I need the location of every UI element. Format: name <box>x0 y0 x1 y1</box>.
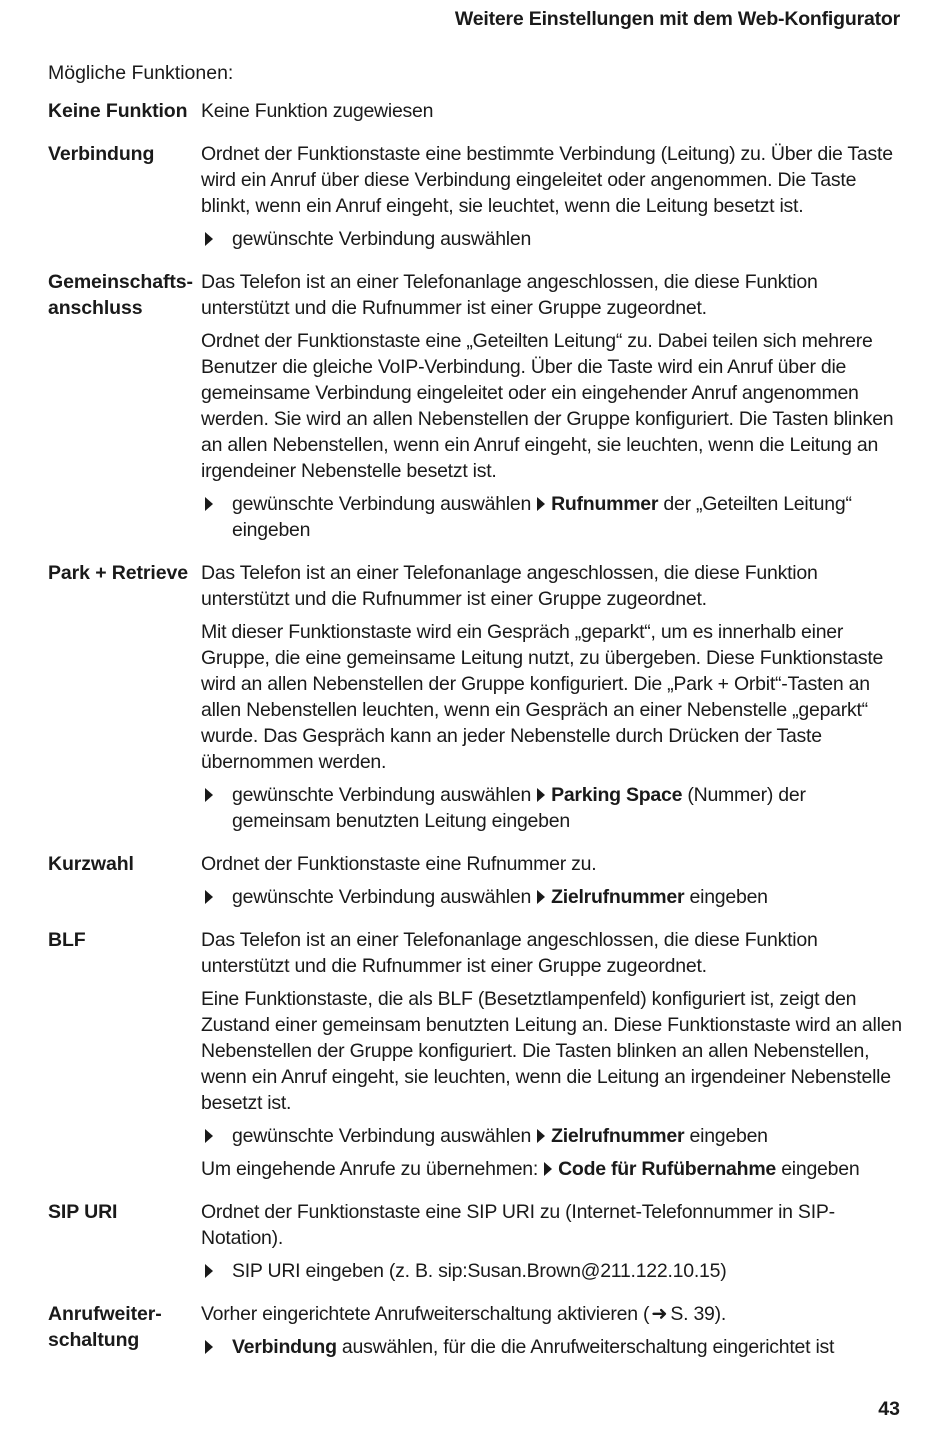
function-term: Verbindung <box>48 143 155 165</box>
page-reference-link[interactable]: S. 39 <box>670 1303 715 1325</box>
description-paragraph: Das Telefon ist an einer Telefonanlage angeschlossen, die diese Funktion unterstützt und die Rufnummer ist einer Gruppe zugeordnet. <box>201 271 818 319</box>
term-line: Gemeinschafts- <box>48 271 193 293</box>
term-line: Anrufweiter- <box>48 1303 162 1325</box>
description-paragraph: Das Telefon ist an einer Telefonanlage angeschlossen, die diese Funktion unterstützt und die Rufnummer ist einer Gruppe zugeordnet. <box>201 929 818 977</box>
step-arrow-icon <box>537 1129 545 1143</box>
step-text: gewünschte Verbindung auswählen <box>232 1125 532 1147</box>
function-table <box>48 96 906 1375</box>
term-line: schaltung <box>48 1329 140 1351</box>
description-paragraph: Eine Funktionstaste, die als BLF (Besetztlampenfeld) konfiguriert ist, zeigt den Zustand einer gemeinsam benutzten Leitung an. Diese Funktionstaste wird an allen Nebenstellen der Gruppe konfiguriert. Die Tasten blinken an allen Nebenstellen, wenn ein Anruf eingeht, sie leuchten, wenn die Leitung an irgendeiner Nebenstelle besetzt ist. <box>201 988 902 1114</box>
intro-text: Mögliche Funktionen: <box>48 62 234 84</box>
term-line: anschluss <box>48 297 143 319</box>
instruction-step <box>201 884 906 910</box>
pickup-instruction <box>201 1156 906 1182</box>
step-keyword: Code für Rufübernahme <box>558 1158 777 1180</box>
step-bullet-icon <box>205 232 213 246</box>
function-term: SIP URI <box>48 1201 118 1223</box>
running-header: Weitere Einstellungen mit dem Web-Konfigurator <box>454 8 900 30</box>
step-text: gewünschte Verbindung auswählen <box>232 493 532 515</box>
function-definition <box>201 1197 906 1291</box>
description-text: ). <box>714 1303 727 1325</box>
function-row <box>48 139 906 259</box>
step-keyword: Verbindung <box>232 1336 337 1358</box>
function-definition <box>201 96 906 131</box>
function-row <box>48 1197 906 1291</box>
step-text: gewünschte Verbindung auswählen <box>232 228 532 250</box>
function-definition <box>201 139 906 259</box>
instruction-step <box>201 782 906 834</box>
description-text: Vorher eingerichtete Anrufweiterschaltung aktivieren ( <box>201 1303 650 1325</box>
step-bullet-icon <box>205 788 213 802</box>
step-text: eingeben <box>689 1125 768 1147</box>
description-paragraph: Das Telefon ist an einer Telefonanlage angeschlossen, die diese Funktion unterstützt und die Rufnummer ist einer Gruppe zugeordnet. <box>201 562 818 610</box>
description-paragraph: Keine Funktion zugewiesen <box>201 100 434 122</box>
step-bullet-icon <box>205 497 213 511</box>
page-number: 43 <box>878 1398 900 1420</box>
function-term: BLF <box>48 929 86 951</box>
step-text: auswählen, für die die Anrufweiterschaltung eingerichtet ist <box>341 1336 835 1358</box>
function-term: Park + Retrieve <box>48 562 188 584</box>
step-bullet-icon <box>205 1264 213 1278</box>
description-paragraph: Ordnet der Funktionstaste eine SIP URI zu (Internet-Telefonnummer in SIP-Notation). <box>201 1201 835 1249</box>
function-definition <box>201 925 906 1189</box>
description-paragraph: Ordnet der Funktionstaste eine bestimmte Verbindung (Leitung) zu. Über die Taste wird ein Anruf über diese Verbindung eingeleitet oder angenommen. Die Taste blinkt, wenn ein Anruf eingeht, sie leuchtet, wenn die Leitung besetzt ist. <box>201 143 893 217</box>
page-reference-arrow-icon: ➜ <box>651 1303 668 1325</box>
function-row <box>48 558 906 841</box>
function-definition <box>201 558 906 841</box>
step-text: der „Geteilten Leitung“ eingeben <box>232 493 852 541</box>
function-row <box>48 925 906 1189</box>
step-arrow-icon <box>537 788 545 802</box>
function-term <box>48 267 201 550</box>
instruction-step <box>201 491 906 543</box>
function-row <box>48 267 906 550</box>
step-text: gewünschte Verbindung auswählen <box>232 784 532 806</box>
instruction-step <box>201 226 906 252</box>
description-paragraph: Mit dieser Funktionstaste wird ein Gespräch „geparkt“, um es innerhalb einer Gruppe, die eine gemeinsame Leitung nutzt, zu übergeben. Diese Funktionstaste wird an allen Nebenstellen der Gruppe konfiguriert. Die „Park + Orbit“-Tasten an allen Nebenstellen leuchten, wenn ein Gespräch an einer Nebenstelle „geparkt“ wurde. Das Gespräch kann an jeder Nebenstelle durch Drücken der Taste übernommen werden. <box>201 621 884 773</box>
instruction-step <box>201 1123 906 1149</box>
description-paragraph: Ordnet der Funktionstaste eine „Geteilten Leitung“ zu. Dabei teilen sich mehrere Benutzer die gleiche VoIP-Verbindung. Über die Taste wird ein Anruf über die gemeinsame Verbindung eingeleitet oder ein eingehender Anruf angenommen werden. Sie wird an allen Nebenstellen der Gruppe konfiguriert. Die Tasten blinken an allen Nebenstellen, wenn ein Anruf eingeht, sie leuchten, wenn die Leitung an irgendeiner Nebenstelle besetzt ist. <box>201 330 894 482</box>
description-paragraph: Ordnet der Funktionstaste eine Rufnummer zu. <box>201 853 597 875</box>
step-keyword: Zielrufnummer <box>551 886 685 908</box>
function-row <box>48 849 906 917</box>
function-term: Kurzwahl <box>48 853 134 875</box>
function-definition <box>201 849 906 917</box>
step-arrow-icon <box>544 1162 552 1176</box>
step-bullet-icon <box>205 890 213 904</box>
function-row <box>48 96 906 131</box>
function-definition <box>201 1299 906 1367</box>
step-text: Um eingehende Anrufe zu übernehmen: <box>201 1158 539 1180</box>
instruction-step <box>201 1258 906 1284</box>
description-paragraph <box>201 1301 906 1327</box>
step-text: (Nummer) der gemeinsam benutzten Leitung eingeben <box>232 784 806 832</box>
function-definition <box>201 267 906 550</box>
function-row <box>48 1299 906 1367</box>
step-bullet-icon <box>205 1129 213 1143</box>
step-text: eingeben <box>689 886 768 908</box>
step-text: gewünschte Verbindung auswählen <box>232 886 532 908</box>
step-text: eingeben <box>781 1158 860 1180</box>
step-keyword: Rufnummer <box>551 493 659 515</box>
step-bullet-icon <box>205 1340 213 1354</box>
step-arrow-icon <box>537 497 545 511</box>
function-term <box>48 1299 201 1367</box>
step-keyword: Zielrufnummer <box>551 1125 685 1147</box>
step-keyword: Parking Space <box>551 784 683 806</box>
function-term: Keine Funktion <box>48 100 188 122</box>
step-arrow-icon <box>537 890 545 904</box>
instruction-step <box>201 1334 906 1360</box>
step-text: SIP URI eingeben (z. B. sip:Susan.Brown@211.122.10.15) <box>232 1260 727 1282</box>
